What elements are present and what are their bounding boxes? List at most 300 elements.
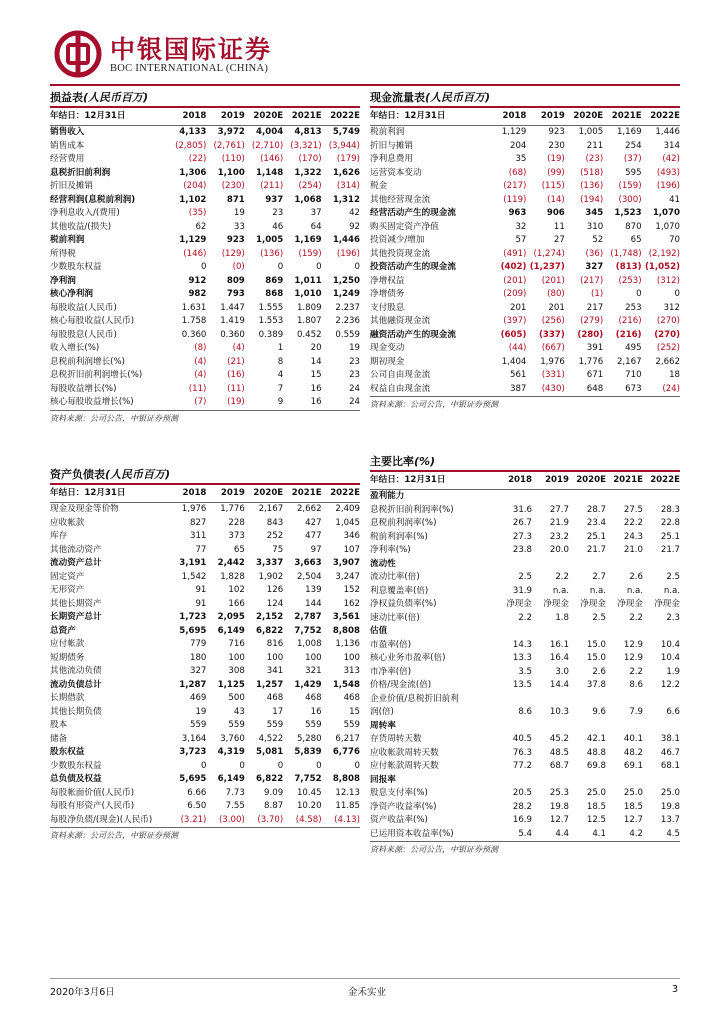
value-cell: (4) xyxy=(232,343,245,353)
table-row xyxy=(50,746,360,760)
value-cell: (518) xyxy=(580,167,604,178)
table-row xyxy=(50,194,360,208)
value-cell: 871 xyxy=(226,194,245,205)
cash-flow-statement xyxy=(370,88,680,411)
value-cell: 468 xyxy=(343,693,360,703)
table-row xyxy=(50,665,360,679)
row-label: 市净率(倍) xyxy=(370,666,412,677)
value-cell: (3.00) xyxy=(218,814,245,825)
header-year-cell: 2020E xyxy=(245,485,283,503)
value-cell: 252 xyxy=(266,531,284,541)
table-row xyxy=(370,180,680,194)
table-row xyxy=(370,747,680,761)
value-cell: 2,095 xyxy=(217,612,245,622)
table-row xyxy=(370,167,680,181)
value-cell: 982 xyxy=(188,289,207,299)
table-row xyxy=(370,302,680,316)
table-row xyxy=(50,773,360,787)
value-cell: (3.21) xyxy=(180,814,207,825)
row-label: 每股收益增长(%) xyxy=(50,383,117,394)
row-label: 融资活动产生的现金流 xyxy=(370,329,456,340)
value-cell: (253) xyxy=(618,275,642,286)
value-cell: (402) xyxy=(500,262,527,272)
value-cell: 1.807 xyxy=(296,316,322,326)
value-cell: 327 xyxy=(585,262,604,272)
value-cell: 64 xyxy=(310,221,322,232)
value-cell: 1,011 xyxy=(294,275,322,286)
row-label: 核心业务市盈率(倍) xyxy=(370,653,446,663)
row-label: 资产收益率(%) xyxy=(370,815,428,825)
value-cell: 37.8 xyxy=(586,680,606,690)
value-cell: 7.9 xyxy=(629,707,643,717)
value-cell: 12.9 xyxy=(623,639,643,650)
value-cell: 8.87 xyxy=(264,801,284,811)
value-cell: 21.7 xyxy=(586,545,606,555)
value-cell: 0 xyxy=(277,760,284,771)
value-cell: 8.6 xyxy=(518,707,532,717)
table-row xyxy=(50,180,360,194)
value-cell: 100 xyxy=(266,652,284,663)
value-cell: 40.5 xyxy=(512,734,532,744)
value-cell: 254 xyxy=(625,140,642,151)
value-cell: (217) xyxy=(503,181,527,191)
row-label: 总资产 xyxy=(50,625,76,636)
value-cell: 468 xyxy=(266,693,284,703)
row-label: 盈利能力 xyxy=(370,491,405,501)
value-cell: 16.4 xyxy=(549,653,569,663)
value-cell: 25.0 xyxy=(623,788,643,798)
value-cell: 4,813 xyxy=(294,127,322,137)
value-cell: (279) xyxy=(580,316,604,326)
value-cell: 2.6 xyxy=(592,666,606,677)
value-cell: 2.2 xyxy=(518,612,532,623)
value-cell: 18.5 xyxy=(586,801,606,812)
value-cell: (204) xyxy=(183,181,207,191)
value-cell: 28.2 xyxy=(512,801,532,812)
income-statement xyxy=(50,88,360,425)
value-cell: 201 xyxy=(510,302,527,313)
table-row xyxy=(50,315,360,329)
value-cell: 1,542 xyxy=(181,571,207,582)
row-label: 存货周转天数 xyxy=(370,734,422,744)
table-row xyxy=(370,356,680,370)
value-cell: 77.2 xyxy=(512,761,532,771)
row-label: 息税前利润增长(%) xyxy=(50,356,126,367)
value-cell: 100 xyxy=(305,652,322,663)
value-cell: (2,192) xyxy=(648,248,680,259)
value-cell: 373 xyxy=(228,531,245,541)
header-year-cell: 2022E xyxy=(322,108,360,126)
value-cell: (44) xyxy=(508,343,527,353)
value-cell: 33 xyxy=(233,221,245,232)
value-cell: 20.5 xyxy=(512,788,532,798)
value-cell: 1 xyxy=(277,343,284,353)
header-year-cell: 2022E xyxy=(322,485,360,503)
value-cell xyxy=(606,558,643,572)
balance-sheet-title: 资产负债表(人民币百万) xyxy=(50,465,360,485)
value-cell: 18 xyxy=(669,370,680,380)
value-cell: 25.0 xyxy=(586,788,606,798)
key-ratios-table xyxy=(370,472,680,841)
value-cell: 321 xyxy=(305,666,322,676)
value-cell: 3,191 xyxy=(179,558,207,568)
value-cell: 427 xyxy=(305,517,322,528)
header-year-cell: 2019 xyxy=(206,108,244,126)
value-cell: 469 xyxy=(190,693,207,703)
value-cell: 25.3 xyxy=(549,788,569,798)
value-cell: 5,749 xyxy=(332,127,360,137)
value-cell: 201 xyxy=(548,302,565,313)
value-cell xyxy=(495,693,532,707)
row-label: 投资减少/增加 xyxy=(370,235,425,245)
value-cell: 2,787 xyxy=(294,612,322,622)
value-cell: 2,167 xyxy=(258,504,284,514)
value-cell: 5.4 xyxy=(518,828,532,839)
value-cell: 100 xyxy=(343,652,360,663)
value-cell: (7) xyxy=(194,397,207,407)
value-cell: n.a. xyxy=(663,585,680,596)
row-label: 净利润 xyxy=(50,275,76,286)
footer-page-number: 3 xyxy=(671,984,678,995)
value-cell: (11) xyxy=(227,383,245,394)
table-row xyxy=(50,396,360,410)
value-cell: 870 xyxy=(625,221,642,232)
value-cell: 0.360 xyxy=(220,329,245,340)
table-row xyxy=(50,719,360,733)
value-cell: 20 xyxy=(310,343,322,353)
value-cell: 37 xyxy=(310,208,322,218)
value-cell: 387 xyxy=(510,383,527,394)
value-cell: 16.9 xyxy=(512,815,532,825)
boc-logo-icon xyxy=(54,30,102,78)
table-row xyxy=(370,787,680,801)
row-label: 无形资产 xyxy=(50,585,85,595)
footer-company: 金禾实业 xyxy=(348,987,387,998)
table-row xyxy=(370,517,680,531)
income-statement-title: 损益表(人民币百万) xyxy=(50,88,360,108)
value-cell: 923 xyxy=(548,127,565,137)
row-label: 少数股东权益 xyxy=(50,760,102,771)
value-cell: 1.809 xyxy=(296,302,322,313)
value-cell: (1,748) xyxy=(610,248,642,259)
table-row xyxy=(370,720,680,734)
value-cell: (24) xyxy=(662,383,680,394)
row-label: 流动负债总计 xyxy=(50,679,102,690)
value-cell: 100 xyxy=(228,652,245,663)
row-label: 其他投资现金流 xyxy=(370,248,431,259)
value-cell: (216) xyxy=(615,329,642,340)
value-cell: 23 xyxy=(349,370,360,380)
value-cell: 25.0 xyxy=(660,788,680,798)
value-cell xyxy=(606,490,643,504)
value-cell: 102 xyxy=(228,585,245,595)
value-cell: 43 xyxy=(233,706,245,717)
table-row xyxy=(370,221,680,235)
table-row xyxy=(370,760,680,774)
table-row xyxy=(50,369,360,383)
table-row xyxy=(50,126,360,140)
value-cell: 180 xyxy=(190,652,207,663)
table-row xyxy=(370,571,680,585)
value-cell: (136) xyxy=(260,248,284,259)
value-cell: (19) xyxy=(547,154,565,164)
row-label: 折旧及摊销 xyxy=(50,181,93,191)
table-row xyxy=(370,598,680,612)
cash-flow-source-note: 资料来源：公司公告，中银证券预测 xyxy=(370,396,680,411)
row-label: 其他流动资产 xyxy=(50,544,102,555)
row-label: 股东权益 xyxy=(50,747,85,757)
value-cell: 1,005 xyxy=(578,127,604,137)
value-cell: 1.631 xyxy=(181,302,207,313)
value-cell: 1,776 xyxy=(578,356,604,367)
value-cell: 869 xyxy=(265,275,284,286)
value-cell: 313 xyxy=(343,666,360,676)
value-cell: 0.360 xyxy=(181,329,207,340)
value-cell: 211 xyxy=(586,140,604,151)
value-cell xyxy=(643,625,680,639)
value-cell: 0 xyxy=(354,262,360,272)
value-cell: 1,005 xyxy=(256,235,284,245)
value-cell xyxy=(606,720,643,734)
value-cell: 937 xyxy=(265,194,284,205)
table-row xyxy=(50,140,360,154)
value-cell: 793 xyxy=(226,289,245,299)
table-row xyxy=(370,558,680,572)
value-cell: 4,319 xyxy=(217,747,245,757)
table-row xyxy=(370,248,680,262)
value-cell: 1,129 xyxy=(501,127,527,137)
table-row xyxy=(370,693,680,707)
value-cell: 14.3 xyxy=(512,639,532,650)
value-cell: 2,662 xyxy=(296,504,322,514)
value-cell: 10.20 xyxy=(296,801,322,811)
value-cell: 12.7 xyxy=(549,815,569,825)
value-cell: 595 xyxy=(625,167,642,178)
value-cell: 1,148 xyxy=(256,167,284,178)
value-cell: (21) xyxy=(227,356,245,367)
value-cell: 8,808 xyxy=(332,774,360,784)
row-label: 核心净利润 xyxy=(50,289,93,299)
table-row xyxy=(370,342,680,356)
row-label: 企业价值/息税折旧前利 xyxy=(370,693,459,704)
value-cell: 净现金 xyxy=(617,599,643,609)
value-cell: (1,274) xyxy=(533,248,565,259)
row-label: 公司自由现金流 xyxy=(370,370,431,380)
value-cell: 345 xyxy=(585,208,604,218)
table-row xyxy=(370,261,680,275)
row-label: 销售成本 xyxy=(50,140,85,151)
value-cell: 561 xyxy=(510,370,527,380)
value-cell: 1,169 xyxy=(294,235,322,245)
value-cell: (493) xyxy=(656,167,680,178)
row-label: 市盈率(倍) xyxy=(370,639,412,650)
table-row xyxy=(370,666,680,680)
value-cell: (201) xyxy=(503,275,527,286)
value-cell: 7.73 xyxy=(225,787,245,798)
table-row xyxy=(50,302,360,316)
value-cell: 23.2 xyxy=(549,531,569,542)
value-cell: 0 xyxy=(316,262,322,272)
value-cell xyxy=(643,693,680,707)
value-cell: 1,548 xyxy=(332,679,360,690)
value-cell: 32 xyxy=(515,221,527,232)
value-cell: 0 xyxy=(277,262,284,272)
value-cell: 1.447 xyxy=(220,302,245,313)
value-cell: 31.9 xyxy=(512,585,532,596)
value-cell: 31.6 xyxy=(512,504,532,515)
row-label: 应付帐款周转天数 xyxy=(370,761,439,771)
value-cell: 4,522 xyxy=(258,733,284,744)
value-cell: 1,257 xyxy=(256,679,284,690)
balance-sheet xyxy=(50,465,360,842)
value-cell xyxy=(643,720,680,734)
value-cell: 1,446 xyxy=(332,235,360,245)
value-cell: 9.09 xyxy=(264,787,284,798)
value-cell: 2,409 xyxy=(335,504,360,514)
row-label: 息税折旧前利润 xyxy=(50,167,111,178)
row-label: 每股净负债/(现金)(人民币) xyxy=(50,814,153,825)
value-cell: 46 xyxy=(272,221,284,232)
row-label: 税前利润率(%) xyxy=(370,531,428,542)
value-cell: 14.4 xyxy=(549,680,569,690)
value-cell: 13.5 xyxy=(512,680,532,690)
value-cell: 0 xyxy=(239,760,245,771)
table-row xyxy=(50,584,360,598)
row-label: 收入增长(%) xyxy=(50,343,100,353)
value-cell: 91 xyxy=(195,598,207,609)
value-cell: 152 xyxy=(343,585,360,595)
value-cell: 1.555 xyxy=(258,302,284,313)
value-cell: (256) xyxy=(541,316,565,326)
header-label-cell: 年结日：12月31日 xyxy=(50,485,168,503)
row-label: 每股收益(人民币) xyxy=(50,302,117,313)
table-row xyxy=(370,140,680,154)
row-label: 净利息费用 xyxy=(370,154,413,164)
table-row xyxy=(50,544,360,558)
header-year-cell: 2020E xyxy=(565,108,603,126)
value-cell: 18.5 xyxy=(623,801,643,812)
value-cell: 1,429 xyxy=(294,679,322,690)
table-row xyxy=(50,733,360,747)
value-cell: 2.2 xyxy=(629,666,643,677)
value-cell: 净现金 xyxy=(580,599,606,609)
row-label: 支付股息 xyxy=(370,302,405,313)
value-cell: (3.70) xyxy=(257,814,284,825)
header-year-cell: 2020E xyxy=(569,472,606,490)
row-label: 净增权益 xyxy=(370,275,405,286)
value-cell xyxy=(569,558,606,572)
value-cell xyxy=(495,558,532,572)
value-cell: 3,723 xyxy=(179,747,207,757)
value-cell: (2,710) xyxy=(251,140,284,151)
value-cell: (36) xyxy=(585,248,604,259)
value-cell: 868 xyxy=(265,289,284,299)
value-cell: (211) xyxy=(260,181,284,191)
value-cell: 6,822 xyxy=(256,774,284,784)
value-cell: 1,125 xyxy=(217,679,245,690)
value-cell: (159) xyxy=(298,248,322,259)
row-label: 其他长期资产 xyxy=(50,598,102,609)
value-cell: 1,828 xyxy=(220,571,245,582)
value-cell: (337) xyxy=(539,329,565,340)
value-cell: 65 xyxy=(630,235,642,245)
value-cell: 净现金 xyxy=(654,599,680,609)
value-cell xyxy=(606,693,643,707)
value-cell xyxy=(532,774,569,788)
value-cell: 314 xyxy=(663,140,680,151)
header-year-cell: 2021E xyxy=(283,108,321,126)
value-cell: 1,902 xyxy=(258,571,284,582)
value-cell: (209) xyxy=(503,289,527,299)
footer-date: 2020年3月6日 xyxy=(50,987,115,998)
table-row xyxy=(370,194,680,208)
value-cell: 779 xyxy=(190,639,207,649)
value-cell: 24 xyxy=(349,383,360,394)
value-cell: 68.7 xyxy=(549,761,569,771)
value-cell: 0 xyxy=(316,760,322,771)
value-cell: 0.559 xyxy=(335,329,360,340)
value-cell: 6.6 xyxy=(666,707,680,717)
value-cell: 500 xyxy=(228,693,245,703)
value-cell: 52 xyxy=(592,235,604,245)
value-cell: 2.5 xyxy=(666,572,680,582)
row-label: 应收帐款 xyxy=(50,517,85,528)
value-cell: 3,164 xyxy=(181,733,207,744)
row-label: 速动比率(倍) xyxy=(370,612,420,623)
value-cell: (217) xyxy=(580,275,604,286)
value-cell: 13.7 xyxy=(660,815,680,825)
value-cell: (170) xyxy=(298,154,322,164)
table-row xyxy=(370,531,680,545)
row-label: 其他融资现金流 xyxy=(370,316,431,326)
value-cell: 77 xyxy=(195,544,207,555)
value-cell: 3.5 xyxy=(518,666,532,677)
value-cell: 35 xyxy=(515,154,527,164)
value-cell xyxy=(606,774,643,788)
value-cell xyxy=(569,625,606,639)
value-cell: 124 xyxy=(266,598,284,609)
table-row xyxy=(50,207,360,221)
value-cell: 17 xyxy=(272,706,284,717)
value-cell: (270) xyxy=(654,329,680,340)
value-cell: 12.9 xyxy=(623,653,643,663)
table-row xyxy=(50,221,360,235)
row-label: 每股股息(人民币) xyxy=(50,329,117,340)
value-cell xyxy=(606,625,643,639)
table-row xyxy=(50,611,360,625)
table-row xyxy=(370,774,680,788)
row-label: 股本 xyxy=(50,720,68,730)
row-label: 少数股东权益 xyxy=(50,262,102,272)
row-label: 息税折旧前利润增长(%) xyxy=(50,370,143,380)
value-cell: 16 xyxy=(310,397,322,407)
value-cell: 477 xyxy=(305,531,322,541)
value-cell: 1,102 xyxy=(179,194,207,205)
value-cell: 21.7 xyxy=(660,545,680,555)
value-cell: 1,068 xyxy=(294,194,322,205)
row-label: 息税前利润率(%) xyxy=(370,518,437,528)
value-cell: 7,752 xyxy=(294,625,322,636)
value-cell xyxy=(569,693,606,707)
header-label-cell: 年结日：12月31日 xyxy=(370,472,495,490)
value-cell: 23 xyxy=(349,356,360,367)
value-cell: 26.7 xyxy=(512,518,532,528)
header-year-cell: 2021E xyxy=(283,485,321,503)
value-cell: 14 xyxy=(310,356,322,367)
value-cell: (42) xyxy=(662,154,680,164)
table-row xyxy=(370,625,680,639)
value-cell: (8) xyxy=(194,343,207,353)
